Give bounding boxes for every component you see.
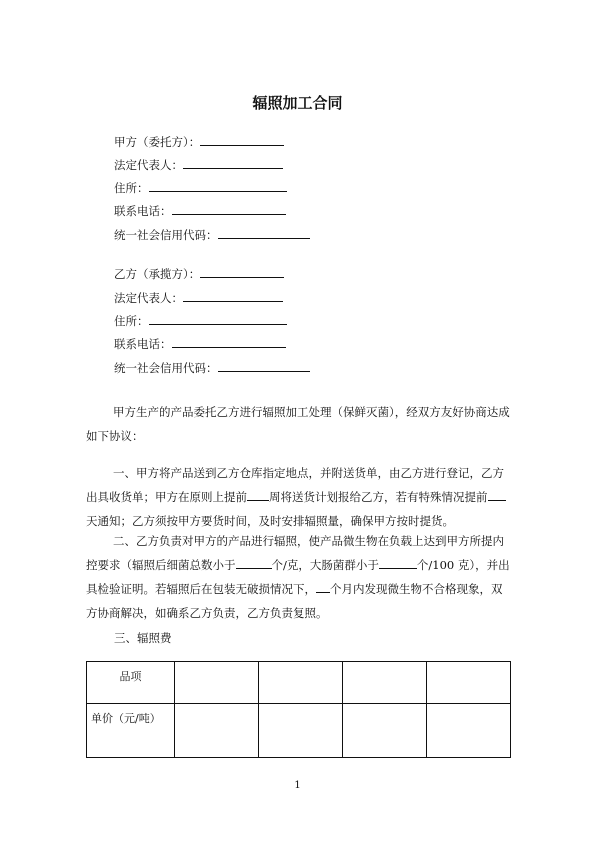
party-a-credit-label: 统一社会信用代码： bbox=[114, 228, 218, 242]
party-b-credit-blank[interactable] bbox=[218, 360, 310, 372]
fee-table-cell[interactable] bbox=[343, 704, 427, 758]
party-a-credit-field bbox=[114, 227, 310, 242]
party-b-rep-blank[interactable] bbox=[183, 290, 283, 302]
party-a-credit-blank[interactable] bbox=[218, 227, 310, 239]
clause-1-text bbox=[86, 461, 511, 533]
party-a-rep-field bbox=[114, 157, 283, 172]
clause-1-weeks-blank[interactable] bbox=[247, 489, 269, 501]
clause-2-bacteria-blank[interactable] bbox=[236, 557, 272, 569]
fee-table-price-label-cell bbox=[87, 704, 175, 758]
party-b-rep-label: 法定代表人： bbox=[114, 291, 183, 305]
clause-2-text bbox=[86, 529, 511, 625]
table-row bbox=[87, 704, 511, 758]
party-a-address-field bbox=[114, 180, 287, 195]
party-a-name-field bbox=[114, 134, 284, 149]
party-b-name-blank[interactable] bbox=[200, 266, 284, 278]
fee-table-cell[interactable] bbox=[175, 704, 259, 758]
clause-2-coliform-blank[interactable] bbox=[379, 557, 417, 569]
clause-2-part1: 二、乙方负责对甲方的产品进行辐照，使产品微生物在负载上达到甲方所提内控要求（辐照后细菌总数小于 bbox=[86, 534, 504, 572]
party-b-credit-field bbox=[114, 360, 310, 375]
party-a-phone-blank[interactable] bbox=[172, 203, 286, 215]
party-b-address-blank[interactable] bbox=[149, 313, 287, 325]
party-a-phone-field bbox=[114, 203, 286, 218]
fee-table-cell[interactable] bbox=[259, 662, 343, 704]
party-b-rep-field bbox=[114, 290, 283, 305]
clause-2-part2: 个/克，大肠菌群小于 bbox=[271, 558, 379, 572]
fee-table bbox=[86, 661, 511, 758]
party-a-phone-label: 联系电话： bbox=[114, 204, 172, 218]
clause-1-part1: 一、甲方将产品送到乙方仓库指定地点，并附送货单，由乙方进行登记，乙方出具收货单；甲方在原则上提前 bbox=[86, 466, 504, 504]
fee-table-item-label-cell bbox=[87, 662, 175, 704]
clause-1-days-blank[interactable] bbox=[488, 489, 506, 501]
fee-table-cell[interactable] bbox=[259, 704, 343, 758]
fee-table-cell[interactable] bbox=[427, 662, 511, 704]
clause-2 bbox=[86, 529, 511, 625]
party-a-rep-label: 法定代表人： bbox=[114, 158, 183, 172]
party-a-rep-blank[interactable] bbox=[183, 157, 283, 169]
clause-1-part2: 周将送货计划报给乙方，若有特殊情况提前 bbox=[269, 490, 488, 504]
page-number: 1 bbox=[294, 780, 301, 791]
intro-paragraph bbox=[86, 400, 511, 448]
party-a-name-blank[interactable] bbox=[200, 134, 284, 146]
clause-2-part4: 个月内发现微生物不合格现象，双方协商解决，如确系乙方负责，乙方负责复照。 bbox=[86, 582, 503, 620]
party-a-address-blank[interactable] bbox=[149, 180, 287, 192]
party-b-address-field bbox=[114, 313, 287, 328]
party-b-address-label: 住所： bbox=[114, 314, 149, 328]
party-b-credit-label: 统一社会信用代码： bbox=[114, 361, 218, 375]
fee-table-item-label: 品项 bbox=[119, 670, 142, 683]
clause-2-months-blank[interactable] bbox=[316, 581, 330, 593]
table-row bbox=[87, 662, 511, 704]
clause-3-heading: 三、辐照费 bbox=[114, 631, 172, 645]
fee-table-cell[interactable] bbox=[427, 704, 511, 758]
party-b-phone-field bbox=[114, 336, 286, 351]
party-b-phone-label: 联系电话： bbox=[114, 337, 172, 351]
intro-text: 甲方生产的产品委托乙方进行辐照加工处理（保鲜灭菌），经双方友好协商达成如下协议： bbox=[86, 405, 510, 443]
clause-2-part3: 个/100 克），并出具检验证明。若辐照后在包装无破损情况下， bbox=[86, 558, 510, 596]
party-b-phone-blank[interactable] bbox=[172, 336, 286, 348]
clause-1 bbox=[86, 461, 511, 533]
clause-1-part3: 天通知；乙方须按甲方要货时间，及时安排辐照量，确保甲方按时提货。 bbox=[86, 514, 454, 528]
fee-table-cell[interactable] bbox=[175, 662, 259, 704]
party-b-name-label: 乙方（承揽方）： bbox=[114, 267, 201, 281]
party-a-name-label: 甲方（委托方）： bbox=[114, 135, 201, 149]
party-a-address-label: 住所： bbox=[114, 181, 149, 195]
fee-table-price-label: 单价（元/吨） bbox=[91, 712, 161, 725]
document-title: 辐照加工合同 bbox=[252, 94, 343, 112]
party-b-name-field bbox=[114, 266, 284, 281]
fee-table-cell[interactable] bbox=[343, 662, 427, 704]
